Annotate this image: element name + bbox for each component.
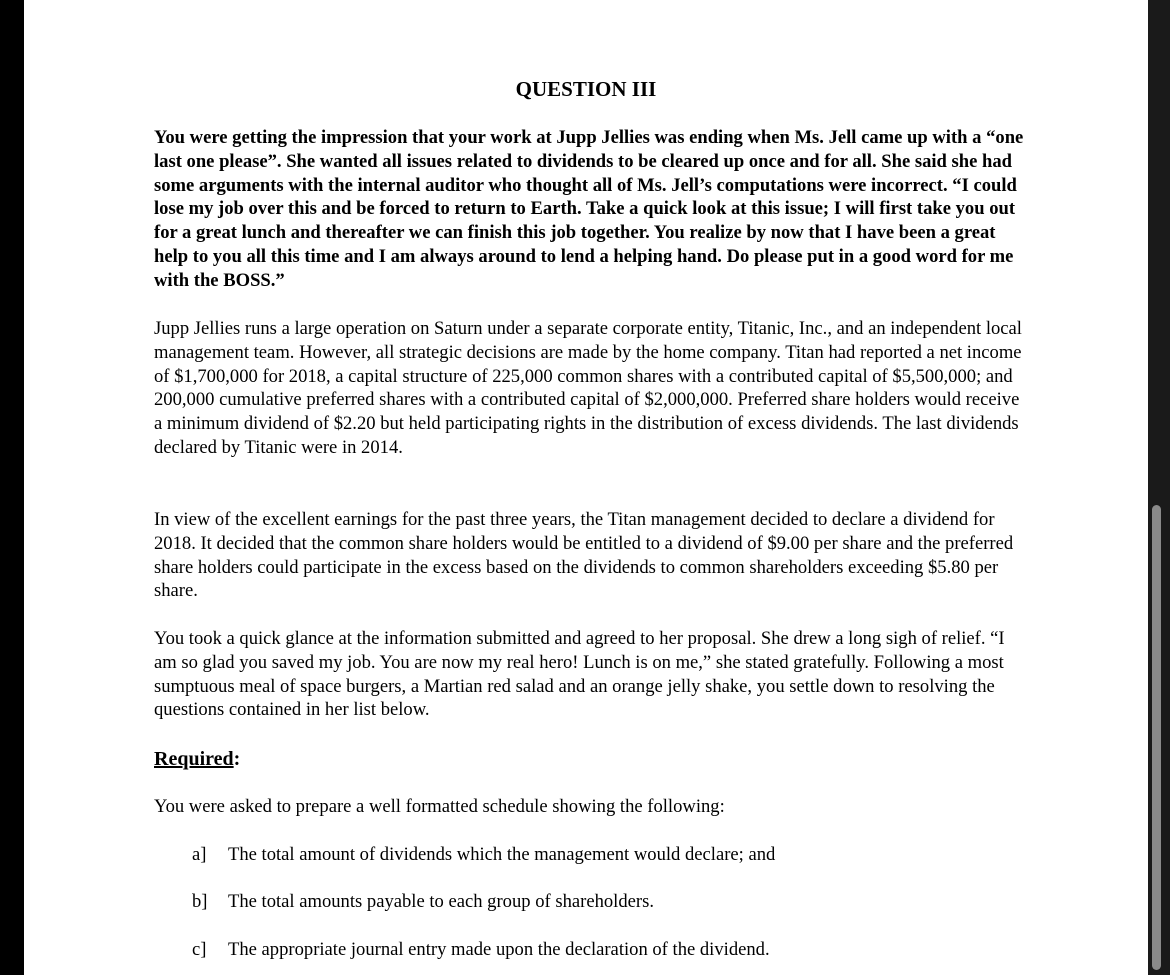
question-title: QUESTION III (515, 77, 657, 101)
list-item-label: a] (192, 844, 207, 865)
required-heading (154, 746, 240, 772)
list-item-label: b] (192, 891, 208, 912)
scrollbar-thumb[interactable] (1152, 505, 1161, 970)
list-item-text: The appropriate journal entry made upon the declaration of the dividend. (228, 939, 770, 960)
list-item-text: The total amount of dividends which the management would declare; and (228, 844, 776, 865)
document-page (24, 0, 1148, 975)
list-item-text: The total amounts payable to each group of shareholders. (228, 891, 654, 912)
required-intro: You were asked to prepare a well formatted schedule showing the following: (154, 796, 725, 817)
list-item (192, 890, 654, 914)
paragraph-dividend-decision: In view of the excellent earnings for the past three years, the Titan management decided to declare a dividend for 2018. It decided that the common share holders would be entitled to a dividend of $9.00 per share and the preferred share holders could participate in the excess based on the dividends to common shareholders exceeding $5.80 per share. (154, 509, 1014, 602)
required-colon: : (233, 748, 241, 770)
required-label: Required (154, 748, 234, 770)
paragraph-company-info: Jupp Jellies runs a large operation on Saturn under a separate corporate entity, Titanic, Inc., and an independent local management team. However, all strategic decisions are made by the home company. Titan had reported a net income of $1,700,000 for 2018, a capital structure of 225,000 common shares with a contributed capital of $5,500,000; and 200,000 cumulative preferred shares with a contributed capital of $2,000,000. Preferred share holders would receive a minimum dividend of $2.20 but held participating rights in the distribution of excess dividends. The last dividends declared by Titanic were in 2014. (154, 318, 1022, 458)
paragraph-lunch: You took a quick glance at the information submitted and agreed to her proposal. She drew a long sigh of relief. “I am so glad you saved my job. You are now my real hero! Lunch is on me,” she stated gratefully. Following a most sumptuous meal of space burgers, a Martian red salad and an orange jelly shake, you settle down to resolving the questions contained in her list below. (154, 628, 1005, 721)
list-item-label: c] (192, 939, 207, 960)
list-item (192, 938, 770, 962)
intro-paragraph-bold: You were getting the impression that your work at Jupp Jellies was ending when Ms. Jell came up with a “one last one please”. She wanted all issues related to dividends to be cleared up once and for all. She said she had some arguments with the internal auditor who thought all of Ms. Jell’s computations were incorrect. “I could lose my job over this and be forced to return to Earth. Take a quick look at this issue; I will first take you out for a great lunch and thereafter we can finish this job together. You realize by now that I have been a great help to you all this time and I am always around to lend a helping hand. Do please put in a good word for me with the BOSS.” (154, 127, 1024, 291)
list-item (192, 843, 775, 867)
